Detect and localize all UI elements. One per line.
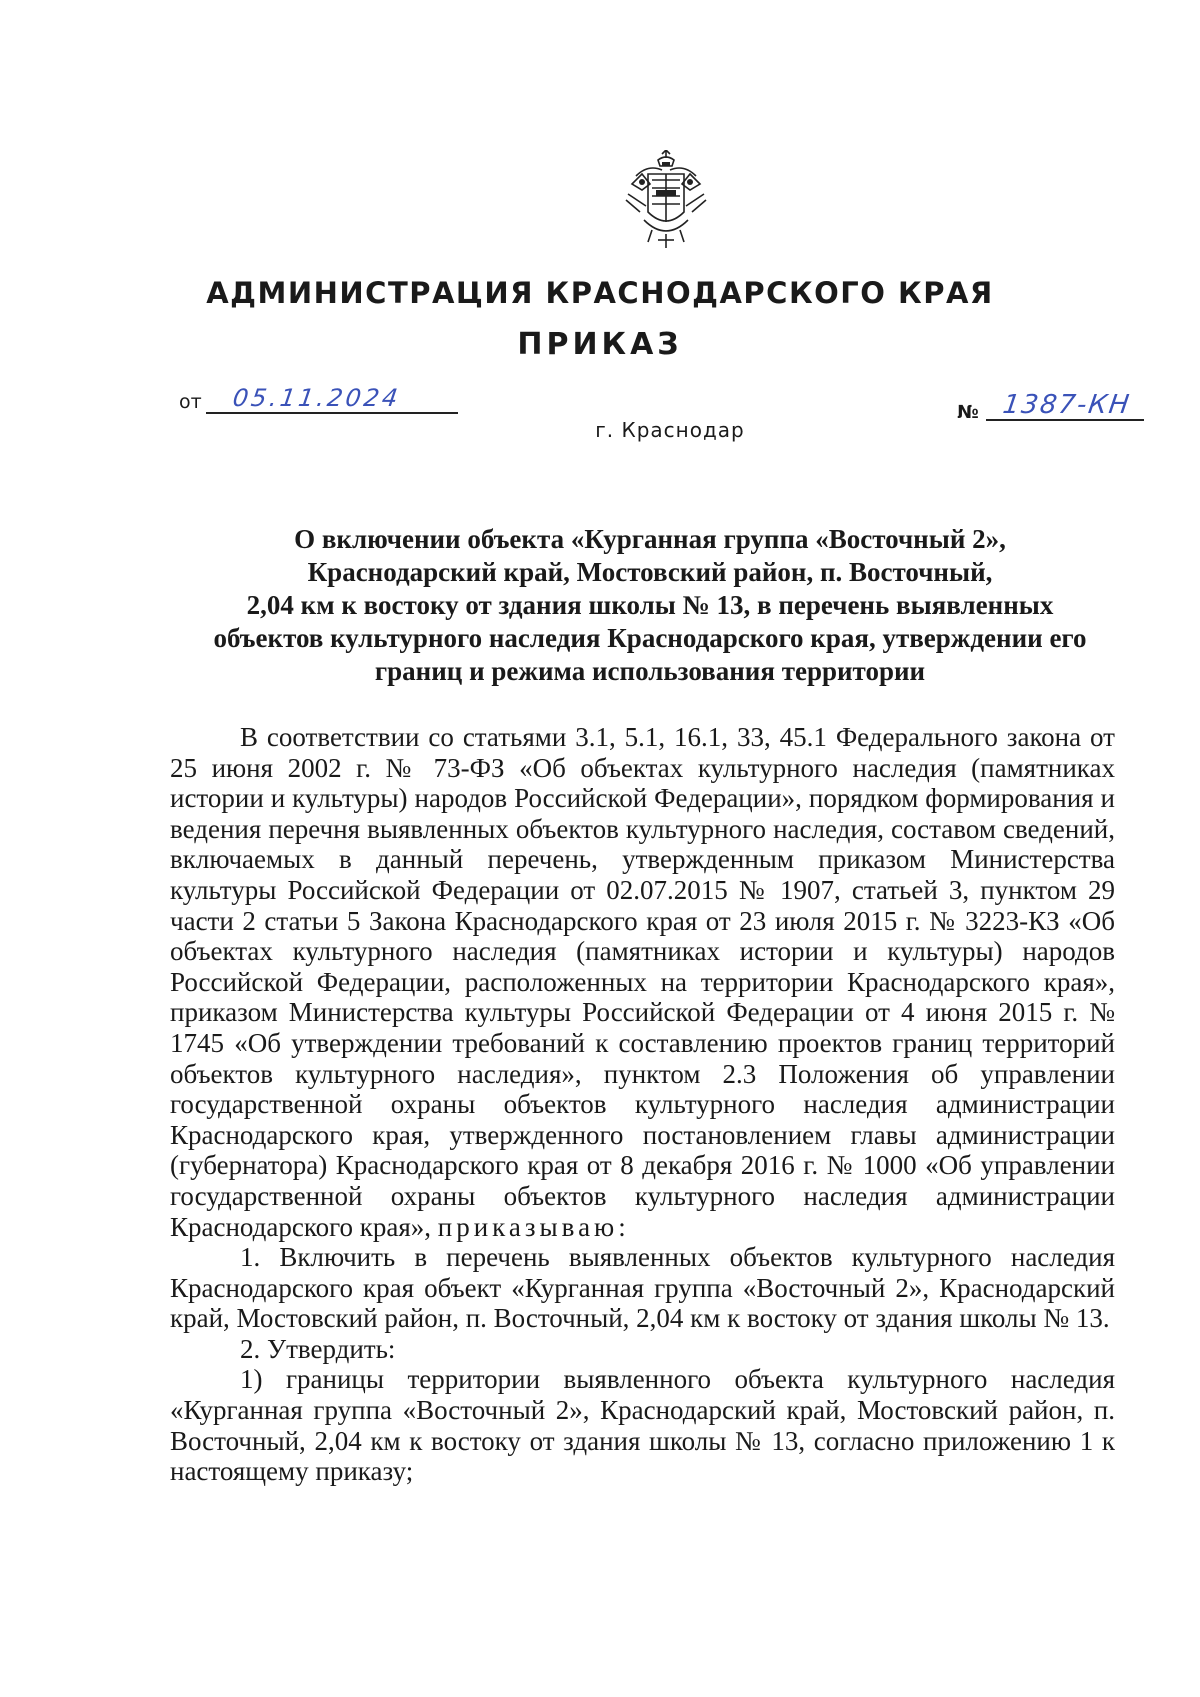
document-type: ПРИКАЗ	[517, 327, 683, 362]
organization-name: АДМИНИСТРАЦИЯ КРАСНОДАРСКОГО КРАЯ	[206, 276, 994, 310]
item-2-1-paragraph: 1) границы территории выявленного объекта культурного наследия «Курганная группа «Восточный 2», Краснодарский край, Мостовский район, п. Восточный, 2,04 км к востоку от здания школы № 13, согласно приложению 1 к настоящему приказу;	[170, 1364, 1115, 1487]
krasnodar-coat-of-arms-emblem	[618, 150, 714, 250]
title-line: 2,04 км к востоку от здания школы № 13, в перечень выявленных	[246, 590, 1054, 620]
preamble-text: В соответствии со статьями 3.1, 5.1, 16.1, 33, 45.1 Федерального закона от 25 июня 2002 г. № 73-ФЗ «Об объектах культурного наследия (памятниках истории и культуры) народов Российской Федерации», порядком формирования и ведения перечня выявленных объектов культурного наследия, составом сведений, включаемых в данный перечень, утвержденным приказом Министерства культуры Российской Федерации от 02.07.2015 № 1907, статьей 3, пунктом 29 части 2 статьи 5 Закона Краснодарского края от 23 июля 2015 г. № 3223-КЗ «Об объектах культурного наследия (памятниках истории и культуры) народов Российской Федерации, расположенных на территории Краснодарского края», приказом Министерства культуры Российской Федерации от 4 июня 2015 г. № 1745 «Об утверждении требований к составлению проектов границ территорий объектов культурного наследия», пунктом 2.3 Положения об управлении государственной охраны объектов культурного наследия администрации Краснодарского края, утвержденного постановлением главы администрации (губернатора) Краснодарского края от 8 декабря 2016 г. № 1000 «Об управлении государственной охраны объектов культурного наследия администрации Краснодарского края»,	[170, 722, 1115, 1242]
title-line: О включении объекта «Курганная группа «Восточный 2»,	[294, 524, 1006, 554]
number-label: №	[957, 402, 979, 423]
item-2-paragraph: 2. Утвердить:	[240, 1333, 396, 1364]
date-label: от	[179, 391, 202, 413]
order-word: приказываю:	[437, 1211, 630, 1242]
preamble-paragraph	[170, 722, 1115, 1242]
handwritten-date: 05.11.2024	[231, 384, 403, 412]
title-line: Краснодарский край, Мостовский район, п. Восточный,	[307, 557, 993, 587]
document-title	[170, 523, 1130, 688]
item-1-paragraph: 1. Включить в перечень выявленных объектов культурного наследия Краснодарского края объект «Курганная группа «Восточный 2», Краснодарский край, Мостовский район, п. Восточный, 2,04 км к востоку от здания школы № 13.	[170, 1242, 1115, 1334]
document-body	[170, 722, 1115, 1487]
city-label: г. Краснодар	[595, 418, 745, 442]
title-line: границ и режима использования территории	[374, 656, 926, 686]
date-underline	[206, 412, 458, 414]
title-line: объектов культурного наследия Краснодарского края, утверждении его	[213, 623, 1087, 653]
handwritten-number: 1387-КН	[1000, 390, 1133, 420]
